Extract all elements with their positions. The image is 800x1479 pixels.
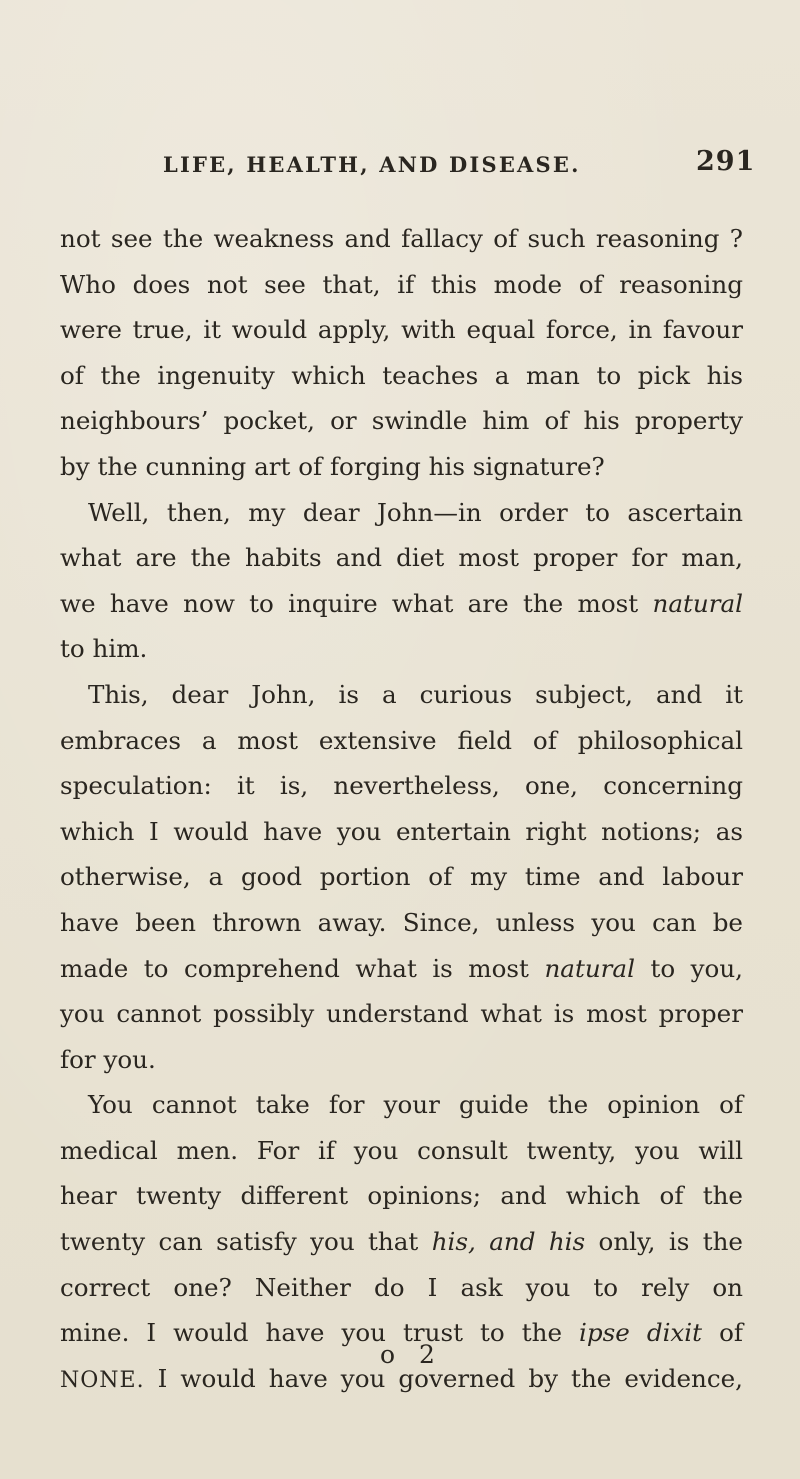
page-number: 291 [696,146,756,177]
text-line: otherwise, a good portion of my time and labour [60,862,743,892]
text-line: NONE. I would have you governed by the evidence, [60,1363,743,1393]
text-line: of the ingenuity which teaches a man to pick his [60,360,743,390]
small-caps-word: NONE. [60,1367,145,1393]
text-line: correct one? Neither do I ask you to rely on [60,1272,743,1302]
text-line: mine. I would have you trust to the ipse dixit of [60,1318,743,1348]
text-line: by the cunning art of forging his signature? [60,451,605,481]
body-text [60,216,743,1401]
signature-mark: o 2 [380,1340,443,1369]
text-line: hear twenty different opinions; and which of the [60,1181,743,1211]
text-line: which I would have you entertain right notions; as [60,816,743,846]
text-line: we have now to inquire what are the most natural [60,588,743,618]
text-line: neighbours’ pocket, or swindle him of his property [60,406,743,436]
italic-emphasis: natural [652,588,743,618]
paragraph-start-line: You cannot take for your guide the opinion of [88,1090,743,1120]
italic-emphasis: natural [544,953,635,983]
text-line: twenty can satisfy you that his, and his only, is the [60,1227,743,1257]
running-title: LIFE, HEALTH, AND DISEASE. [163,152,581,177]
text-line: have been thrown away. Since, unless you can be [60,907,743,937]
italic-latin-phrase: ipse dixit [579,1318,703,1348]
paragraph-start-line: Well, then, my dear John—in order to ascertain [88,497,743,527]
text-line: not see the weakness and fallacy of such reasoning ? [60,224,743,253]
text-line: to him. [60,634,148,664]
text-line: what are the habits and diet most proper for man, [60,543,743,573]
text-line: medical men. For if you consult twenty, you will [60,1135,743,1165]
text-line: were true, it would apply, with equal force, in favour [60,315,743,345]
text-line: embraces a most extensive field of philosophical [60,725,743,755]
text-line: for you. [60,1044,156,1074]
text-line: speculation: it is, nevertheless, one, concerning [60,771,743,801]
text-line: made to comprehend what is most natural to you, [60,953,743,983]
paragraph-start-line: This, dear John, is a curious subject, and it [88,679,743,709]
italic-emphasis: his, and his [431,1227,586,1257]
text-line: Who does not see that, if this mode of reasoning [60,269,743,299]
text-line: you cannot possibly understand what is most proper [60,999,743,1029]
